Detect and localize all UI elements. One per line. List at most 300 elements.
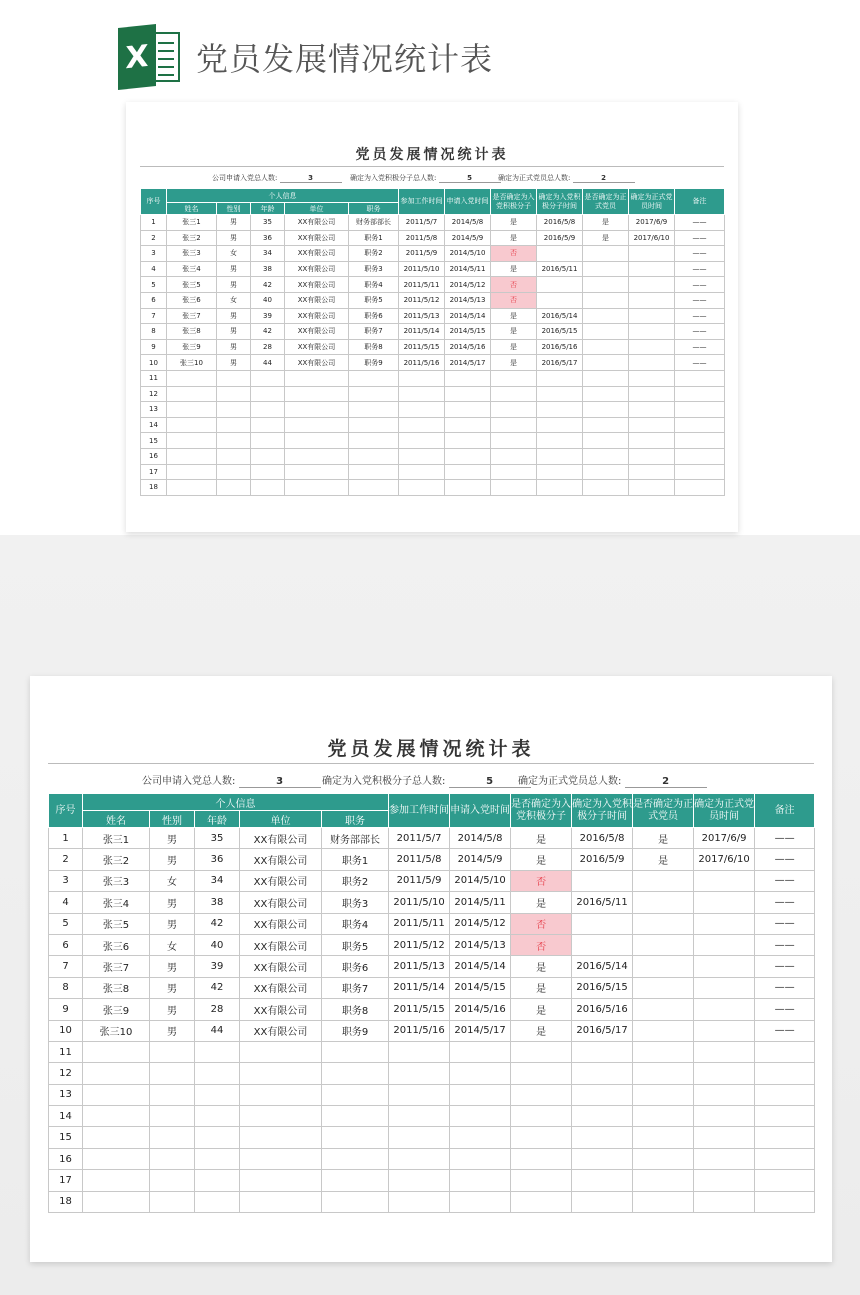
gender-cell[interactable]: [150, 1191, 195, 1212]
remark-cell[interactable]: [755, 1191, 815, 1212]
member-cell[interactable]: 是: [633, 849, 694, 870]
apply-time-cell[interactable]: 2014/5/9: [450, 849, 511, 870]
remark-cell[interactable]: ——: [675, 246, 725, 262]
position-cell[interactable]: [322, 1106, 389, 1127]
member-cell[interactable]: [633, 1170, 694, 1191]
activist-time-cell[interactable]: 2016/5/9: [572, 849, 633, 870]
name-cell[interactable]: [167, 370, 217, 386]
seq-cell[interactable]: 7: [49, 956, 83, 977]
position-cell[interactable]: 职务2: [349, 246, 399, 262]
unit-cell[interactable]: [285, 370, 349, 386]
age-cell[interactable]: 36: [251, 230, 285, 246]
seq-cell[interactable]: 13: [141, 402, 167, 418]
activist-time-cell[interactable]: 2016/5/17: [572, 1020, 633, 1041]
member-time-cell[interactable]: [629, 339, 675, 355]
name-cell[interactable]: 张三4: [167, 261, 217, 277]
position-cell[interactable]: [322, 1170, 389, 1191]
member-time-cell[interactable]: [694, 1063, 755, 1084]
age-cell[interactable]: 34: [195, 870, 240, 891]
apply-time-cell[interactable]: 2014/5/15: [445, 324, 491, 340]
gender-cell[interactable]: 女: [150, 934, 195, 955]
position-cell[interactable]: [349, 417, 399, 433]
apply-time-cell[interactable]: 2014/5/14: [450, 956, 511, 977]
member-time-cell[interactable]: [629, 402, 675, 418]
position-cell[interactable]: [322, 1041, 389, 1062]
work-time-cell[interactable]: 2011/5/11: [399, 277, 445, 293]
member-cell[interactable]: 是: [583, 215, 629, 231]
member-cell[interactable]: [583, 417, 629, 433]
seq-cell[interactable]: 6: [49, 934, 83, 955]
activist-cell[interactable]: [491, 464, 537, 480]
activist-time-cell[interactable]: [572, 1063, 633, 1084]
gender-cell[interactable]: 男: [150, 828, 195, 849]
member-time-cell[interactable]: [694, 1084, 755, 1105]
remark-cell[interactable]: ——: [755, 934, 815, 955]
apply-time-cell[interactable]: [445, 448, 491, 464]
activist-cell[interactable]: [511, 1084, 572, 1105]
unit-cell[interactable]: XX有限公司: [240, 913, 322, 934]
apply-time-cell[interactable]: [450, 1127, 511, 1148]
member-time-cell[interactable]: 2017/6/10: [694, 849, 755, 870]
apply-time-cell[interactable]: 2014/5/16: [445, 339, 491, 355]
seq-cell[interactable]: 4: [141, 261, 167, 277]
remark-cell[interactable]: ——: [675, 215, 725, 231]
name-cell[interactable]: [167, 464, 217, 480]
activist-cell[interactable]: 否: [491, 246, 537, 262]
name-cell[interactable]: 张三5: [167, 277, 217, 293]
position-cell[interactable]: 职务3: [349, 261, 399, 277]
work-time-cell[interactable]: [389, 1148, 450, 1169]
work-time-cell[interactable]: 2011/5/8: [389, 849, 450, 870]
name-cell[interactable]: 张三9: [83, 999, 150, 1020]
apply-time-cell[interactable]: 2014/5/13: [450, 934, 511, 955]
age-cell[interactable]: 38: [251, 261, 285, 277]
unit-cell[interactable]: XX有限公司: [240, 977, 322, 998]
member-cell[interactable]: [583, 370, 629, 386]
remark-cell[interactable]: [675, 370, 725, 386]
work-time-cell[interactable]: [399, 480, 445, 496]
unit-cell[interactable]: [240, 1041, 322, 1062]
gender-cell[interactable]: [217, 417, 251, 433]
position-cell[interactable]: [322, 1148, 389, 1169]
work-time-cell[interactable]: 2011/5/10: [389, 892, 450, 913]
work-time-cell[interactable]: 2011/5/10: [399, 261, 445, 277]
member-time-cell[interactable]: [694, 977, 755, 998]
gender-cell[interactable]: 女: [217, 246, 251, 262]
unit-cell[interactable]: XX有限公司: [285, 246, 349, 262]
gender-cell[interactable]: 男: [217, 230, 251, 246]
remark-cell[interactable]: [755, 1084, 815, 1105]
name-cell[interactable]: 张三7: [83, 956, 150, 977]
gender-cell[interactable]: [217, 433, 251, 449]
remark-cell[interactable]: [675, 402, 725, 418]
remark-cell[interactable]: ——: [675, 261, 725, 277]
activist-cell[interactable]: [511, 1148, 572, 1169]
age-cell[interactable]: [251, 433, 285, 449]
age-cell[interactable]: [195, 1041, 240, 1062]
member-time-cell[interactable]: [694, 892, 755, 913]
activist-cell[interactable]: 是: [491, 324, 537, 340]
activist-cell[interactable]: [511, 1127, 572, 1148]
age-cell[interactable]: 35: [251, 215, 285, 231]
activist-time-cell[interactable]: [537, 246, 583, 262]
seq-cell[interactable]: 4: [49, 892, 83, 913]
unit-cell[interactable]: XX有限公司: [285, 355, 349, 371]
name-cell[interactable]: [167, 433, 217, 449]
name-cell[interactable]: 张三4: [83, 892, 150, 913]
activist-cell[interactable]: 是: [491, 308, 537, 324]
member-time-cell[interactable]: [694, 1020, 755, 1041]
member-cell[interactable]: [633, 1084, 694, 1105]
activist-cell[interactable]: 是: [491, 230, 537, 246]
apply-time-cell[interactable]: [445, 402, 491, 418]
activist-time-cell[interactable]: 2016/5/11: [572, 892, 633, 913]
gender-cell[interactable]: [217, 370, 251, 386]
position-cell[interactable]: 职务8: [322, 999, 389, 1020]
member-cell[interactable]: [583, 292, 629, 308]
work-time-cell[interactable]: 2011/5/16: [389, 1020, 450, 1041]
apply-time-cell[interactable]: [445, 370, 491, 386]
activist-time-cell[interactable]: [537, 480, 583, 496]
work-time-cell[interactable]: [389, 1170, 450, 1191]
remark-cell[interactable]: ——: [755, 956, 815, 977]
seq-cell[interactable]: 14: [49, 1106, 83, 1127]
position-cell[interactable]: [322, 1084, 389, 1105]
activist-time-cell[interactable]: [537, 277, 583, 293]
age-cell[interactable]: [195, 1106, 240, 1127]
activist-time-cell[interactable]: 2016/5/11: [537, 261, 583, 277]
member-cell[interactable]: [633, 934, 694, 955]
position-cell[interactable]: 职务4: [322, 913, 389, 934]
member-time-cell[interactable]: [629, 370, 675, 386]
seq-cell[interactable]: 11: [49, 1041, 83, 1062]
activist-time-cell[interactable]: [572, 1084, 633, 1105]
work-time-cell[interactable]: 2011/5/16: [399, 355, 445, 371]
activist-cell[interactable]: 是: [511, 828, 572, 849]
remark-cell[interactable]: [755, 1148, 815, 1169]
age-cell[interactable]: [251, 402, 285, 418]
age-cell[interactable]: [251, 480, 285, 496]
apply-time-cell[interactable]: 2014/5/15: [450, 977, 511, 998]
seq-cell[interactable]: 17: [141, 464, 167, 480]
activist-cell[interactable]: [491, 386, 537, 402]
name-cell[interactable]: 张三6: [83, 934, 150, 955]
member-time-cell[interactable]: [629, 324, 675, 340]
name-cell[interactable]: [167, 448, 217, 464]
remark-cell[interactable]: ——: [755, 849, 815, 870]
activist-time-cell[interactable]: 2016/5/17: [537, 355, 583, 371]
activist-time-cell[interactable]: [572, 870, 633, 891]
member-time-cell[interactable]: 2017/6/9: [694, 828, 755, 849]
unit-cell[interactable]: XX有限公司: [285, 339, 349, 355]
remark-cell[interactable]: [755, 1041, 815, 1062]
activist-time-cell[interactable]: [572, 913, 633, 934]
work-time-cell[interactable]: 2011/5/13: [389, 956, 450, 977]
seq-cell[interactable]: 11: [141, 370, 167, 386]
member-cell[interactable]: [583, 433, 629, 449]
member-time-cell[interactable]: [694, 1148, 755, 1169]
member-time-cell[interactable]: [694, 1170, 755, 1191]
gender-cell[interactable]: 男: [150, 913, 195, 934]
remark-cell[interactable]: [675, 386, 725, 402]
apply-time-cell[interactable]: [445, 464, 491, 480]
work-time-cell[interactable]: [399, 370, 445, 386]
member-time-cell[interactable]: [694, 1041, 755, 1062]
name-cell[interactable]: 张三9: [167, 339, 217, 355]
position-cell[interactable]: 职务2: [322, 870, 389, 891]
work-time-cell[interactable]: [399, 386, 445, 402]
age-cell[interactable]: 28: [251, 339, 285, 355]
work-time-cell[interactable]: [399, 433, 445, 449]
unit-cell[interactable]: XX有限公司: [285, 324, 349, 340]
age-cell[interactable]: 42: [251, 277, 285, 293]
activist-time-cell[interactable]: [572, 1191, 633, 1212]
apply-time-cell[interactable]: 2014/5/16: [450, 999, 511, 1020]
age-cell[interactable]: 42: [251, 324, 285, 340]
work-time-cell[interactable]: 2011/5/15: [399, 339, 445, 355]
name-cell[interactable]: 张三6: [167, 292, 217, 308]
seq-cell[interactable]: 15: [49, 1127, 83, 1148]
apply-time-cell[interactable]: [450, 1041, 511, 1062]
member-cell[interactable]: [583, 480, 629, 496]
seq-cell[interactable]: 8: [49, 977, 83, 998]
age-cell[interactable]: [251, 370, 285, 386]
member-cell[interactable]: [583, 261, 629, 277]
gender-cell[interactable]: 男: [150, 892, 195, 913]
position-cell[interactable]: [322, 1063, 389, 1084]
seq-cell[interactable]: 5: [141, 277, 167, 293]
member-time-cell[interactable]: [629, 433, 675, 449]
remark-cell[interactable]: ——: [675, 230, 725, 246]
gender-cell[interactable]: 女: [217, 292, 251, 308]
age-cell[interactable]: 44: [251, 355, 285, 371]
activist-time-cell[interactable]: [572, 1127, 633, 1148]
remark-cell[interactable]: [675, 417, 725, 433]
unit-cell[interactable]: XX有限公司: [240, 828, 322, 849]
member-cell[interactable]: [633, 1127, 694, 1148]
seq-cell[interactable]: 12: [49, 1063, 83, 1084]
member-cell[interactable]: [583, 448, 629, 464]
activist-cell[interactable]: 否: [491, 292, 537, 308]
age-cell[interactable]: [195, 1191, 240, 1212]
activist-time-cell[interactable]: 2016/5/9: [537, 230, 583, 246]
member-cell[interactable]: [633, 870, 694, 891]
remark-cell[interactable]: ——: [675, 339, 725, 355]
unit-cell[interactable]: [240, 1191, 322, 1212]
name-cell[interactable]: 张三2: [83, 849, 150, 870]
unit-cell[interactable]: XX有限公司: [240, 892, 322, 913]
gender-cell[interactable]: 男: [150, 977, 195, 998]
apply-time-cell[interactable]: 2014/5/10: [445, 246, 491, 262]
unit-cell[interactable]: [240, 1148, 322, 1169]
position-cell[interactable]: 职务5: [322, 934, 389, 955]
apply-time-cell[interactable]: [450, 1084, 511, 1105]
member-cell[interactable]: [633, 999, 694, 1020]
member-cell[interactable]: [633, 1063, 694, 1084]
position-cell[interactable]: 职务8: [349, 339, 399, 355]
apply-time-cell[interactable]: [450, 1148, 511, 1169]
position-cell[interactable]: [349, 448, 399, 464]
age-cell[interactable]: 28: [195, 999, 240, 1020]
position-cell[interactable]: 财务部部长: [349, 215, 399, 231]
seq-cell[interactable]: 3: [49, 870, 83, 891]
gender-cell[interactable]: [217, 386, 251, 402]
member-time-cell[interactable]: 2017/6/9: [629, 215, 675, 231]
activist-time-cell[interactable]: [572, 1170, 633, 1191]
apply-time-cell[interactable]: [450, 1063, 511, 1084]
apply-time-cell[interactable]: [450, 1106, 511, 1127]
unit-cell[interactable]: XX有限公司: [285, 215, 349, 231]
unit-cell[interactable]: XX有限公司: [240, 1020, 322, 1041]
gender-cell[interactable]: [150, 1148, 195, 1169]
activist-cell[interactable]: 是: [511, 892, 572, 913]
apply-time-cell[interactable]: [445, 386, 491, 402]
gender-cell[interactable]: [217, 464, 251, 480]
remark-cell[interactable]: ——: [755, 999, 815, 1020]
activist-time-cell[interactable]: [572, 1148, 633, 1169]
member-cell[interactable]: [583, 339, 629, 355]
activist-cell[interactable]: 是: [511, 999, 572, 1020]
gender-cell[interactable]: 男: [217, 355, 251, 371]
position-cell[interactable]: 财务部部长: [322, 828, 389, 849]
activist-time-cell[interactable]: [572, 1041, 633, 1062]
remark-cell[interactable]: ——: [755, 977, 815, 998]
member-time-cell[interactable]: [629, 277, 675, 293]
name-cell[interactable]: [83, 1063, 150, 1084]
apply-time-cell[interactable]: 2014/5/12: [445, 277, 491, 293]
member-cell[interactable]: [633, 1148, 694, 1169]
activist-cell[interactable]: [511, 1170, 572, 1191]
position-cell[interactable]: 职务1: [322, 849, 389, 870]
name-cell[interactable]: 张三10: [83, 1020, 150, 1041]
member-cell[interactable]: [583, 402, 629, 418]
member-time-cell[interactable]: [694, 913, 755, 934]
name-cell[interactable]: 张三8: [83, 977, 150, 998]
activist-time-cell[interactable]: 2016/5/14: [572, 956, 633, 977]
name-cell[interactable]: 张三3: [83, 870, 150, 891]
apply-time-cell[interactable]: 2014/5/9: [445, 230, 491, 246]
activist-cell[interactable]: [491, 448, 537, 464]
position-cell[interactable]: 职务9: [322, 1020, 389, 1041]
work-time-cell[interactable]: 2011/5/12: [389, 934, 450, 955]
member-cell[interactable]: [583, 308, 629, 324]
position-cell[interactable]: [322, 1127, 389, 1148]
gender-cell[interactable]: 男: [217, 339, 251, 355]
seq-cell[interactable]: 9: [49, 999, 83, 1020]
remark-cell[interactable]: [755, 1106, 815, 1127]
age-cell[interactable]: 40: [251, 292, 285, 308]
activist-time-cell[interactable]: [537, 417, 583, 433]
unit-cell[interactable]: [285, 480, 349, 496]
member-cell[interactable]: [583, 386, 629, 402]
gender-cell[interactable]: [150, 1106, 195, 1127]
age-cell[interactable]: 44: [195, 1020, 240, 1041]
member-cell[interactable]: [633, 892, 694, 913]
name-cell[interactable]: [83, 1106, 150, 1127]
seq-cell[interactable]: 2: [141, 230, 167, 246]
activist-time-cell[interactable]: 2016/5/8: [537, 215, 583, 231]
gender-cell[interactable]: 男: [150, 849, 195, 870]
work-time-cell[interactable]: [389, 1084, 450, 1105]
member-cell[interactable]: [633, 1041, 694, 1062]
age-cell[interactable]: [195, 1127, 240, 1148]
work-time-cell[interactable]: 2011/5/11: [389, 913, 450, 934]
unit-cell[interactable]: [285, 386, 349, 402]
position-cell[interactable]: 职务1: [349, 230, 399, 246]
activist-cell[interactable]: 是: [491, 261, 537, 277]
position-cell[interactable]: 职务7: [349, 324, 399, 340]
member-cell[interactable]: 是: [583, 230, 629, 246]
work-time-cell[interactable]: [399, 464, 445, 480]
seq-cell[interactable]: 1: [49, 828, 83, 849]
work-time-cell[interactable]: 2011/5/14: [389, 977, 450, 998]
seq-cell[interactable]: 18: [49, 1191, 83, 1212]
unit-cell[interactable]: XX有限公司: [285, 230, 349, 246]
unit-cell[interactable]: [240, 1127, 322, 1148]
activist-cell[interactable]: 是: [511, 956, 572, 977]
apply-time-cell[interactable]: 2014/5/13: [445, 292, 491, 308]
unit-cell[interactable]: XX有限公司: [240, 849, 322, 870]
apply-time-cell[interactable]: 2014/5/11: [450, 892, 511, 913]
seq-cell[interactable]: 16: [141, 448, 167, 464]
remark-cell[interactable]: ——: [755, 913, 815, 934]
remark-cell[interactable]: ——: [675, 355, 725, 371]
activist-cell[interactable]: 是: [511, 849, 572, 870]
position-cell[interactable]: [349, 433, 399, 449]
remark-cell[interactable]: [675, 448, 725, 464]
seq-cell[interactable]: 12: [141, 386, 167, 402]
member-cell[interactable]: [633, 1106, 694, 1127]
gender-cell[interactable]: [217, 448, 251, 464]
position-cell[interactable]: 职务3: [322, 892, 389, 913]
member-time-cell[interactable]: [629, 308, 675, 324]
position-cell[interactable]: 职务6: [349, 308, 399, 324]
age-cell[interactable]: [251, 386, 285, 402]
gender-cell[interactable]: 男: [217, 308, 251, 324]
position-cell[interactable]: [349, 480, 399, 496]
seq-cell[interactable]: 16: [49, 1148, 83, 1169]
activist-cell[interactable]: 否: [511, 870, 572, 891]
remark-cell[interactable]: [675, 464, 725, 480]
unit-cell[interactable]: [240, 1063, 322, 1084]
gender-cell[interactable]: [150, 1170, 195, 1191]
member-time-cell[interactable]: [629, 417, 675, 433]
position-cell[interactable]: [349, 402, 399, 418]
unit-cell[interactable]: [285, 464, 349, 480]
apply-time-cell[interactable]: 2014/5/8: [450, 828, 511, 849]
name-cell[interactable]: 张三8: [167, 324, 217, 340]
unit-cell[interactable]: [285, 448, 349, 464]
gender-cell[interactable]: [150, 1127, 195, 1148]
position-cell[interactable]: [349, 386, 399, 402]
name-cell[interactable]: [167, 480, 217, 496]
unit-cell[interactable]: [240, 1106, 322, 1127]
age-cell[interactable]: 38: [195, 892, 240, 913]
apply-time-cell[interactable]: [445, 417, 491, 433]
work-time-cell[interactable]: 2011/5/13: [399, 308, 445, 324]
work-time-cell[interactable]: 2011/5/12: [399, 292, 445, 308]
unit-cell[interactable]: XX有限公司: [285, 277, 349, 293]
work-time-cell[interactable]: 2011/5/9: [399, 246, 445, 262]
age-cell[interactable]: 35: [195, 828, 240, 849]
remark-cell[interactable]: [755, 1127, 815, 1148]
seq-cell[interactable]: 1: [141, 215, 167, 231]
member-cell[interactable]: 是: [633, 828, 694, 849]
remark-cell[interactable]: ——: [675, 292, 725, 308]
remark-cell[interactable]: ——: [755, 1020, 815, 1041]
remark-cell[interactable]: [675, 480, 725, 496]
position-cell[interactable]: 职务7: [322, 977, 389, 998]
